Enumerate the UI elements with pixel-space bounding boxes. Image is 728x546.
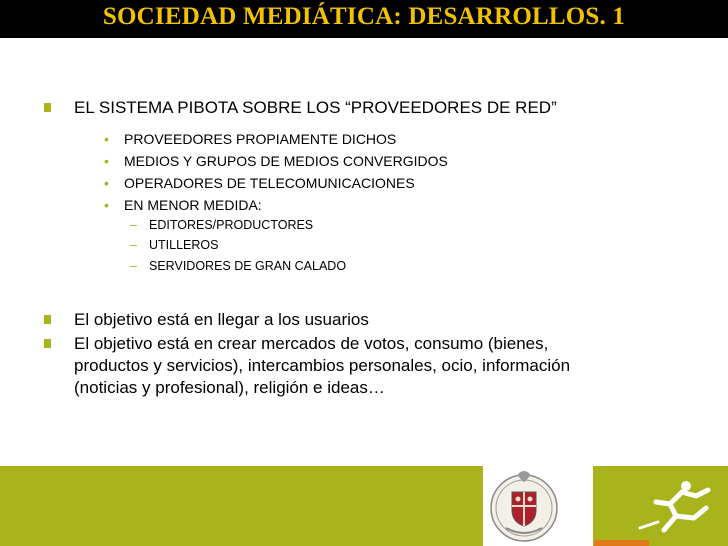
bullet-text: SERVIDORES DE GRAN CALADO (149, 259, 347, 273)
bullet-text: EN MENOR MEDIDA: (124, 197, 262, 213)
bullet-sub-2 (104, 152, 448, 170)
dot-bullet-icon: • (104, 153, 109, 169)
university-seal-icon (488, 468, 560, 544)
bullet-sub-3 (104, 174, 415, 192)
square-bullet-icon (44, 315, 51, 324)
bullet-text: OPERADORES DE TELECOMUNICACIONES (124, 175, 415, 191)
bullet-subsub-1 (130, 217, 314, 233)
bullet-subsub-2 (130, 237, 219, 253)
bullet-text: EDITORES/PRODUCTORES (149, 218, 314, 232)
dot-bullet-icon: • (104, 131, 109, 147)
bullet-text: EL SISTEMA PIBOTA SOBRE LOS “PROVEEDORES DE RED” (74, 98, 557, 117)
dot-bullet-icon: • (104, 197, 109, 213)
bullet-line: productos y servicios), intercambios personales, ocio, información (74, 356, 571, 375)
dot-bullet-icon: • (104, 175, 109, 191)
bullet-text: PROVEEDORES PROPIAMENTE DICHOS (124, 131, 397, 147)
runner-logo-icon (636, 478, 716, 540)
dash-bullet-icon: – (130, 238, 137, 252)
square-bullet-icon (44, 103, 51, 112)
dash-bullet-icon: – (130, 218, 137, 232)
bullet-main-3 (74, 333, 694, 399)
bullet-text: UTILLEROS (149, 238, 219, 252)
square-bullet-icon (44, 339, 51, 348)
bullet-main-1 (74, 97, 694, 119)
bullet-sub-1 (104, 130, 397, 148)
bullet-text: MEDIOS Y GRUPOS DE MEDIOS CONVERGIDOS (124, 153, 448, 169)
bullet-subsub-3 (130, 258, 347, 274)
bullet-line: (noticias y profesional), religión e ideas… (74, 378, 385, 397)
slide-title: SOCIEDAD MEDIÁTICA: DESARROLLOS. 1 (102, 3, 626, 30)
footer-band (0, 466, 728, 546)
dash-bullet-icon: – (130, 259, 137, 273)
bullet-main-2 (74, 309, 694, 331)
footer-orange-strip (594, 540, 649, 546)
bullet-text: El objetivo está en llegar a los usuarios (74, 310, 369, 329)
bullet-line: El objetivo está en crear mercados de votos, consumo (bienes, (74, 334, 549, 353)
bullet-sub-4 (104, 196, 262, 214)
